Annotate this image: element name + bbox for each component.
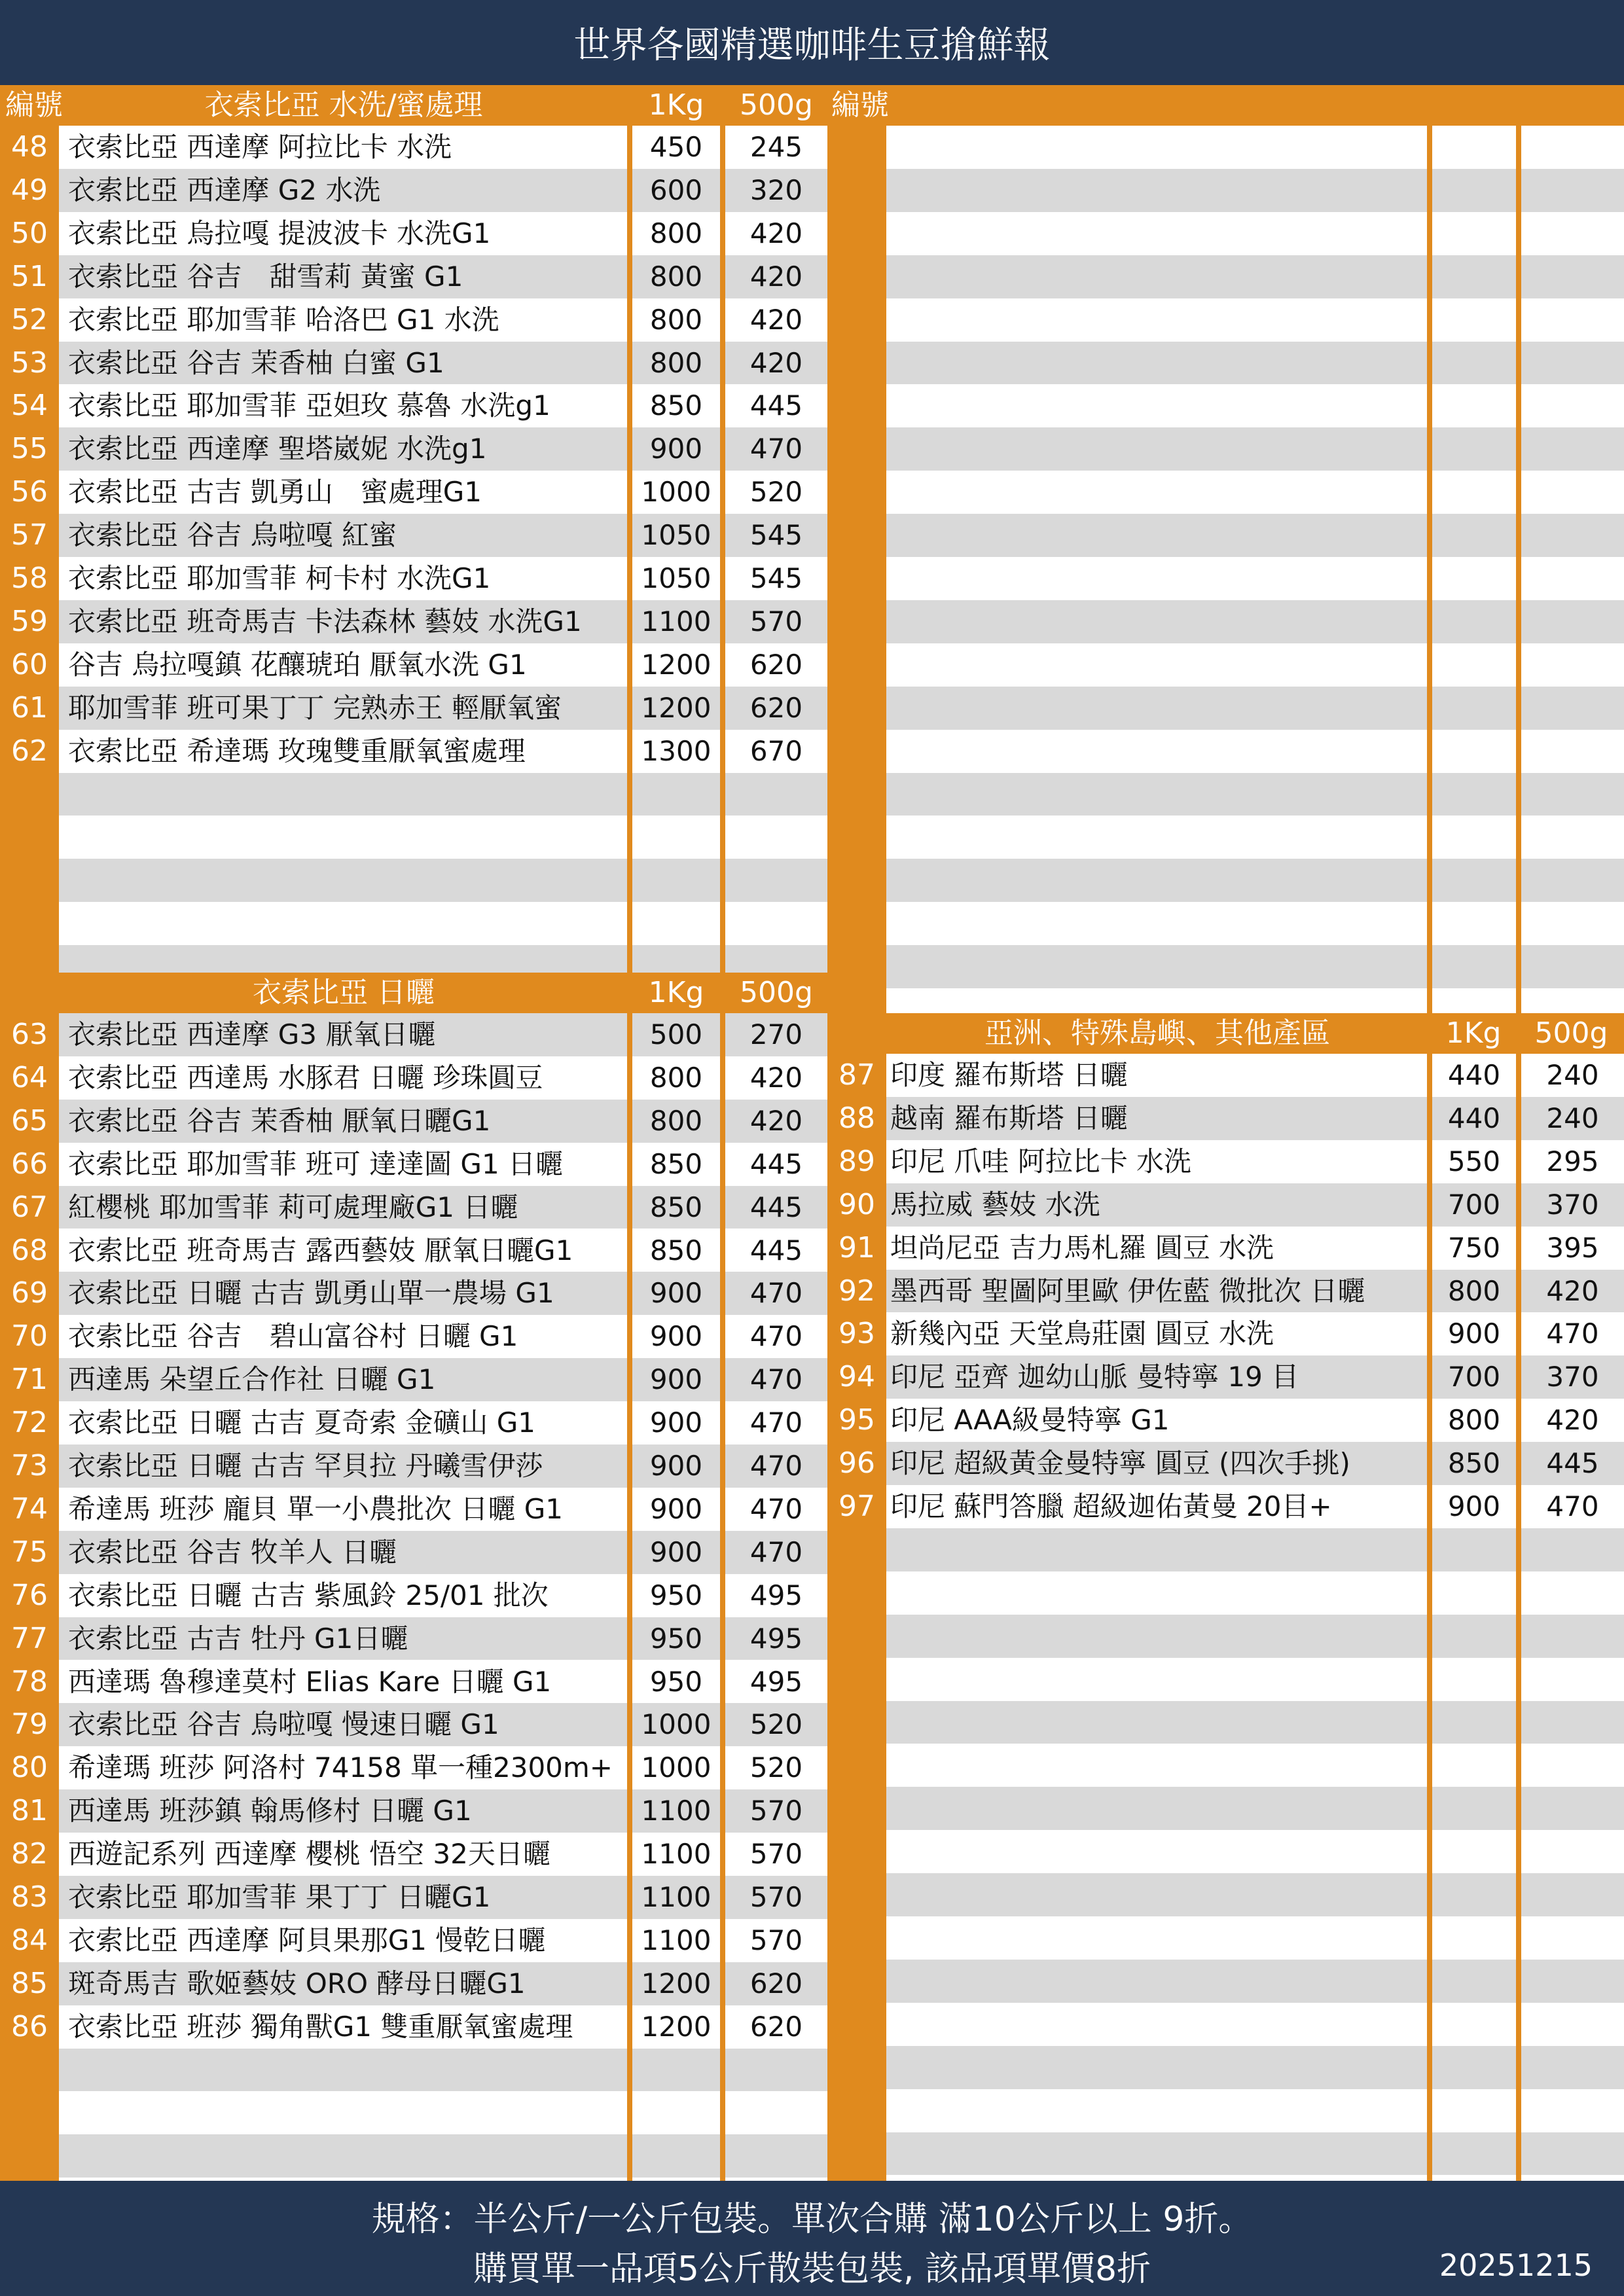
header-500g-label: 500g (740, 88, 813, 122)
item-number: 60 (11, 647, 48, 681)
item-number: 83 (11, 1880, 48, 1914)
item-price-500g: 420 (749, 303, 803, 336)
item-price-500g: 470 (749, 1320, 803, 1353)
item-name: 衣索比亞 希達瑪 玫瑰雙重厭氧蜜處理 (68, 734, 526, 767)
item-name: 衣索比亞 谷吉 碧山富谷村 日曬 G1 (68, 1320, 518, 1353)
item-number: 59 (11, 604, 48, 638)
item-price-1kg: 600 (649, 173, 703, 206)
item-name: 衣索比亞 耶加雪菲 哈洛巴 G1 水洗 (68, 303, 499, 336)
item-name: 印度 羅布斯塔 日曬 (890, 1059, 1128, 1091)
item-name: 谷吉 烏拉嘎鎮 花釀琥珀 厭氧水洗 G1 (68, 648, 527, 681)
item-price-1kg: 900 (649, 1492, 703, 1525)
item-name: 衣索比亞 日曬 古吉 凱勇山單一農場 G1 (68, 1277, 554, 1310)
item-price-500g: 570 (749, 1924, 803, 1956)
item-number: 53 (11, 346, 48, 380)
item-price-500g: 495 (749, 1622, 803, 1655)
item-price-1kg: 900 (649, 1535, 703, 1568)
row-stripe (886, 2132, 1624, 2176)
section-natural-title: 衣索比亞 日曬 (253, 976, 435, 1009)
item-price-1kg: 1100 (641, 1838, 712, 1871)
item-number: 61 (11, 691, 48, 725)
item-price-500g: 420 (749, 260, 803, 293)
item-price-1kg: 1100 (641, 1924, 712, 1956)
item-number: 81 (11, 1794, 48, 1828)
item-price-500g: 470 (749, 1363, 803, 1396)
item-price-500g: 470 (749, 1407, 803, 1439)
item-price-500g: 570 (749, 1795, 803, 1827)
item-price-1kg: 800 (649, 260, 703, 293)
item-price-1kg: 1200 (641, 2010, 712, 2043)
item-price-500g: 295 (1546, 1145, 1599, 1177)
row-stripe (886, 427, 1624, 471)
item-name: 印尼 AAA級曼特寧 G1 (890, 1404, 1170, 1437)
item-price-1kg: 850 (649, 1191, 703, 1223)
item-price-1kg: 550 (1447, 1145, 1501, 1177)
item-name: 坦尚尼亞 吉力馬札羅 圓豆 水洗 (890, 1231, 1274, 1264)
left-g-divider (720, 126, 725, 2181)
section-natural-1kg-label: 1Kg (648, 976, 704, 1009)
item-number: 56 (11, 475, 48, 509)
item-name: 衣索比亞 班奇馬吉 卡法森林 藝妓 水洗G1 (68, 605, 582, 637)
item-price-500g: 570 (749, 1881, 803, 1913)
item-number: 95 (839, 1403, 875, 1437)
item-price-1kg: 850 (649, 1234, 703, 1266)
item-price-500g: 245 (749, 131, 803, 163)
item-name: 馬拉威 藝妓 水洗 (890, 1188, 1100, 1221)
item-price-500g: 445 (749, 1147, 803, 1180)
item-number: 68 (11, 1233, 48, 1267)
item-number: 70 (11, 1319, 48, 1354)
item-price-1kg: 800 (1447, 1404, 1501, 1437)
item-price-500g: 240 (1546, 1059, 1599, 1091)
item-price-1kg: 900 (649, 1277, 703, 1310)
item-price-500g: 620 (749, 2010, 803, 2043)
page-title-bar (0, 0, 1624, 85)
item-name: 西達馬 班莎鎮 翰馬修村 日曬 G1 (68, 1795, 472, 1827)
item-number: 65 (11, 1103, 48, 1138)
item-name: 衣索比亞 谷吉 烏啦嘎 紅蜜 (68, 519, 397, 552)
item-price-1kg: 850 (649, 389, 703, 422)
item-number: 72 (11, 1406, 48, 1440)
item-price-500g: 520 (749, 476, 803, 509)
item-name: 希達馬 班莎 龐貝 單一小農批次 日曬 G1 (68, 1492, 564, 1525)
item-number: 82 (11, 1837, 48, 1871)
item-number: 84 (11, 1923, 48, 1957)
item-number: 52 (11, 302, 48, 336)
item-name: 希達瑪 班莎 阿洛村 74158 單一種2300m+ (68, 1751, 613, 1784)
item-name: 衣索比亞 日曬 古吉 夏奇索 金礦山 G1 (68, 1407, 536, 1439)
item-name: 西達瑪 魯穆達莫村 Elias Kare 日曬 G1 (68, 1665, 552, 1698)
item-name: 西遊記系列 西達摩 櫻桃 悟空 32天日曬 (68, 1838, 550, 1871)
item-name: 衣索比亞 古吉 凱勇山 蜜處理G1 (68, 476, 482, 509)
item-price-500g: 495 (749, 1579, 803, 1611)
item-price-1kg: 750 (1447, 1231, 1501, 1264)
item-price-1kg: 1300 (641, 734, 712, 767)
item-name: 衣索比亞 耶加雪菲 柯卡村 水洗G1 (68, 562, 491, 594)
item-name: 印尼 超級黃金曼特寧 圓豆 (四次手挑) (890, 1447, 1350, 1480)
item-number: 74 (11, 1492, 48, 1526)
item-price-500g: 570 (749, 605, 803, 637)
item-price-1kg: 900 (1447, 1318, 1501, 1350)
item-number: 50 (11, 216, 48, 250)
item-price-500g: 420 (749, 1061, 803, 1094)
header-1kg-label: 1Kg (648, 88, 704, 122)
item-name: 衣索比亞 西達摩 阿貝果那G1 慢乾日曬 (68, 1924, 546, 1956)
item-price-500g: 445 (1546, 1447, 1599, 1480)
item-price-1kg: 900 (649, 1407, 703, 1439)
item-number: 87 (839, 1058, 875, 1092)
row-stripe (886, 1960, 1624, 2003)
item-number: 48 (11, 130, 48, 164)
item-name: 耶加雪菲 班可果丁丁 完熟赤王 輕厭氧蜜 (68, 691, 562, 724)
item-price-500g: 420 (1546, 1404, 1599, 1437)
item-price-500g: 370 (1546, 1188, 1599, 1221)
item-price-1kg: 1200 (641, 1967, 712, 2000)
row-stripe (886, 687, 1624, 730)
item-name: 衣索比亞 谷吉 牧羊人 日曬 (68, 1535, 397, 1568)
item-name: 衣索比亞 耶加雪菲 亞妲玫 慕魯 水洗g1 (68, 389, 550, 422)
item-price-1kg: 800 (649, 217, 703, 249)
item-number: 63 (11, 1018, 48, 1051)
row-stripe (886, 1701, 1624, 1744)
item-number: 51 (11, 259, 48, 293)
item-name: 新幾內亞 天堂鳥莊園 圓豆 水洗 (890, 1318, 1274, 1350)
item-name: 衣索比亞 烏拉嘎 提波波卡 水洗G1 (68, 217, 491, 249)
item-number: 54 (11, 389, 48, 423)
item-number: 80 (11, 1751, 48, 1785)
item-price-500g: 395 (1546, 1231, 1599, 1264)
item-name: 印尼 爪哇 阿拉比卡 水洗 (890, 1145, 1192, 1177)
item-number: 76 (11, 1578, 48, 1612)
item-price-500g: 545 (749, 562, 803, 594)
item-number: 69 (11, 1276, 48, 1310)
item-price-1kg: 900 (649, 1320, 703, 1353)
item-name: 衣索比亞 西達摩 G2 水洗 (68, 173, 381, 206)
item-number: 94 (839, 1360, 875, 1394)
section-asia-1kg-label: 1Kg (1445, 1016, 1502, 1050)
item-price-500g: 570 (749, 1838, 803, 1871)
row-stripe (886, 1528, 1624, 1571)
item-price-1kg: 450 (649, 131, 703, 163)
item-price-1kg: 1100 (641, 605, 712, 637)
item-price-500g: 620 (749, 648, 803, 681)
item-price-1kg: 850 (649, 1147, 703, 1180)
section-asia-500g-label: 500g (1534, 1016, 1608, 1050)
item-name: 衣索比亞 西達馬 水豚君 日曬 珍珠圓豆 (68, 1061, 543, 1094)
row-stripe (886, 1787, 1624, 1830)
item-number: 93 (839, 1317, 875, 1351)
item-name: 衣索比亞 班奇馬吉 露西藝妓 厭氧日曬G1 (68, 1234, 573, 1266)
item-number: 90 (839, 1187, 875, 1221)
item-price-500g: 620 (749, 691, 803, 724)
row-stripe (59, 773, 827, 816)
item-name: 衣索比亞 耶加雪菲 班可 達達圖 G1 日曬 (68, 1147, 564, 1180)
footer-date: 20251215 (1439, 2248, 1593, 2283)
item-number: 73 (11, 1449, 48, 1482)
section-natural-500g-label: 500g (740, 976, 813, 1009)
item-name: 紅櫻桃 耶加雪菲 莉可處理廠G1 日曬 (68, 1191, 518, 1223)
item-name: 衣索比亞 谷吉 烏啦嘎 慢速日曬 G1 (68, 1708, 499, 1741)
item-price-1kg: 440 (1447, 1102, 1501, 1134)
item-name: 衣索比亞 西達摩 G3 厭氧日曬 (68, 1018, 436, 1050)
item-price-500g: 520 (749, 1751, 803, 1784)
item-price-500g: 470 (1546, 1490, 1599, 1522)
item-price-1kg: 900 (649, 1363, 703, 1396)
item-price-1kg: 950 (649, 1665, 703, 1698)
row-stripe (886, 945, 1624, 988)
item-price-500g: 545 (749, 519, 803, 552)
item-number: 86 (11, 2009, 48, 2043)
item-name: 衣索比亞 谷吉 茉香柚 白蜜 G1 (68, 346, 444, 379)
item-price-500g: 470 (749, 1277, 803, 1310)
row-stripe (886, 859, 1624, 902)
row-stripe (886, 342, 1624, 385)
row-stripe (59, 2049, 827, 2092)
item-number: 96 (839, 1446, 875, 1480)
item-number: 57 (11, 518, 48, 552)
item-price-1kg: 800 (649, 303, 703, 336)
item-price-500g: 470 (749, 433, 803, 465)
item-price-500g: 240 (1546, 1102, 1599, 1134)
item-number: 89 (839, 1144, 875, 1178)
item-price-500g: 470 (1546, 1318, 1599, 1350)
item-price-500g: 520 (749, 1708, 803, 1741)
item-price-500g: 320 (749, 173, 803, 206)
row-stripe (886, 1873, 1624, 1916)
item-name: 衣索比亞 谷吉 茉香柚 厭氧日曬G1 (68, 1104, 491, 1137)
row-stripe (59, 859, 827, 902)
item-price-500g: 620 (749, 1967, 803, 2000)
row-stripe (886, 1615, 1624, 1658)
right-kg-divider (1427, 126, 1432, 2181)
row-stripe (886, 169, 1624, 212)
item-number: 79 (11, 1708, 48, 1742)
row-stripe (886, 600, 1624, 643)
item-number: 67 (11, 1190, 48, 1224)
item-number: 77 (11, 1621, 48, 1655)
item-name: 墨西哥 聖圖阿里歐 伊佐藍 微批次 日曬 (890, 1274, 1365, 1307)
right-g-divider (1516, 126, 1521, 2181)
item-price-1kg: 1050 (641, 519, 712, 552)
item-price-1kg: 1000 (641, 1708, 712, 1741)
item-price-500g: 470 (749, 1535, 803, 1568)
item-number: 78 (11, 1664, 48, 1698)
item-price-500g: 420 (749, 217, 803, 249)
item-name: 衣索比亞 耶加雪菲 果丁丁 日曬G1 (68, 1881, 491, 1913)
item-price-500g: 495 (749, 1665, 803, 1698)
item-price-1kg: 900 (649, 1450, 703, 1482)
item-name: 斑奇馬吉 歌姬藝妓 ORO 酵母日曬G1 (68, 1967, 526, 2000)
item-name: 衣索比亞 日曬 古吉 罕貝拉 丹曦雪伊莎 (68, 1450, 543, 1482)
item-price-1kg: 1200 (641, 691, 712, 724)
item-number: 66 (11, 1147, 48, 1181)
item-name: 衣索比亞 古吉 牡丹 G1日曬 (68, 1622, 408, 1655)
item-price-1kg: 800 (1447, 1274, 1501, 1307)
item-price-1kg: 900 (1447, 1490, 1501, 1522)
item-price-1kg: 440 (1447, 1059, 1501, 1091)
item-price-500g: 370 (1546, 1361, 1599, 1393)
header-right-number-label: 編號 (831, 88, 889, 122)
item-number: 71 (11, 1363, 48, 1397)
item-number: 55 (11, 432, 48, 466)
item-name: 衣索比亞 班莎 獨角獸G1 雙重厭氧蜜處理 (68, 2010, 573, 2043)
row-stripe (886, 2046, 1624, 2089)
header-section-washed: 衣索比亞 水洗/蜜處理 (204, 88, 483, 122)
item-price-1kg: 700 (1447, 1188, 1501, 1221)
item-number: 58 (11, 562, 48, 595)
item-name: 西達馬 朵望丘合作社 日曬 G1 (68, 1363, 436, 1396)
item-price-1kg: 950 (649, 1622, 703, 1655)
page-title: 世界各國精選咖啡生豆搶鮮報 (573, 24, 1051, 67)
item-number: 85 (11, 1966, 48, 2000)
item-price-1kg: 1050 (641, 562, 712, 594)
item-price-1kg: 1000 (641, 1751, 712, 1784)
item-name: 衣索比亞 西達摩 阿拉比卡 水洗 (68, 131, 452, 163)
item-price-1kg: 500 (649, 1018, 703, 1050)
item-price-1kg: 800 (649, 346, 703, 379)
item-price-500g: 420 (749, 346, 803, 379)
item-name: 印尼 亞齊 迦幼山脈 曼特寧 19 目 (890, 1361, 1299, 1393)
row-stripe (886, 514, 1624, 557)
item-price-1kg: 800 (649, 1061, 703, 1094)
item-price-1kg: 1100 (641, 1795, 712, 1827)
footer-spec-line: 規格：半公斤/一公斤包裝。單次合購 滿10公斤以上 9折。 (371, 2200, 1253, 2239)
item-price-1kg: 1200 (641, 648, 712, 681)
item-price-500g: 445 (749, 1234, 803, 1266)
footer-bulk-line: 購買單一品項5公斤散裝包裝, 該品項單價8折 (473, 2250, 1151, 2289)
item-number: 62 (11, 734, 48, 768)
row-stripe (886, 255, 1624, 298)
item-number: 49 (11, 173, 48, 207)
item-number: 64 (11, 1060, 48, 1094)
item-price-1kg: 800 (649, 1104, 703, 1137)
row-stripe (886, 773, 1624, 816)
row-stripe (59, 2134, 827, 2178)
item-price-500g: 445 (749, 1191, 803, 1223)
item-price-1kg: 700 (1447, 1361, 1501, 1393)
item-price-1kg: 1000 (641, 476, 712, 509)
item-price-1kg: 1100 (641, 1881, 712, 1913)
item-price-500g: 470 (749, 1492, 803, 1525)
left-kg-divider (627, 126, 632, 2181)
footer-bar (0, 2181, 1624, 2296)
item-price-1kg: 950 (649, 1579, 703, 1611)
item-price-1kg: 850 (1447, 1447, 1501, 1480)
item-number: 92 (839, 1274, 875, 1308)
header-number-label: 編號 (5, 88, 63, 122)
item-price-500g: 420 (749, 1104, 803, 1137)
item-number: 97 (839, 1490, 875, 1523)
item-price-500g: 420 (1546, 1274, 1599, 1307)
item-name: 越南 羅布斯塔 日曬 (890, 1102, 1128, 1134)
item-number: 75 (11, 1535, 48, 1569)
item-price-500g: 470 (749, 1450, 803, 1482)
item-number: 91 (839, 1230, 875, 1265)
item-price-1kg: 900 (649, 433, 703, 465)
item-name: 印尼 蘇門答臘 超級迦佑黃曼 20目+ (890, 1490, 1332, 1522)
section-asia-title: 亞洲、特殊島嶼、其他產區 (984, 1016, 1330, 1050)
item-name: 衣索比亞 谷吉 甜雪莉 黃蜜 G1 (68, 260, 463, 293)
item-price-500g: 670 (749, 734, 803, 767)
item-name: 衣索比亞 日曬 古吉 紫風鈴 25/01 批次 (68, 1579, 549, 1611)
item-name: 衣索比亞 西達摩 聖塔崴妮 水洗g1 (68, 433, 487, 465)
item-number: 88 (839, 1101, 875, 1135)
item-price-500g: 445 (749, 389, 803, 422)
item-price-500g: 270 (749, 1018, 803, 1050)
